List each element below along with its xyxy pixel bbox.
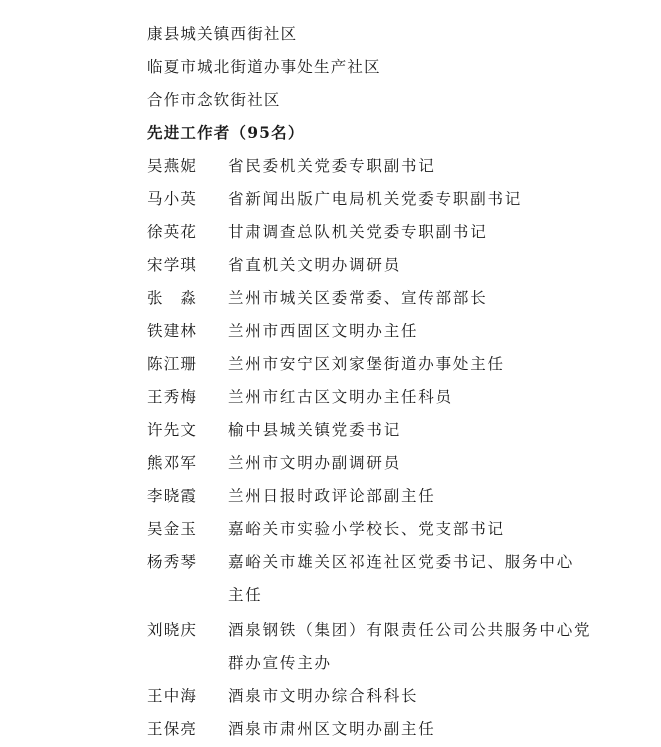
worker-title-continuation: 群办宣传主办 bbox=[228, 654, 332, 672]
worker-title: 兰州市城关区委常委、宣传部部长 bbox=[228, 289, 488, 307]
worker-name: 马小英 bbox=[147, 190, 198, 208]
worker-title: 省民委机关党委专职副书记 bbox=[228, 157, 436, 175]
worker-title: 酒泉市肃州区文明办副主任 bbox=[228, 720, 436, 738]
worker-name: 熊邓军 bbox=[147, 454, 198, 472]
worker-name: 张 淼 bbox=[147, 289, 198, 307]
worker-name: 杨秀琴 bbox=[147, 553, 198, 571]
worker-title: 省新闻出版广电局机关党委专职副书记 bbox=[228, 190, 523, 208]
worker-title: 酒泉钢铁（集团）有限责任公司公共服务中心党 bbox=[228, 621, 592, 639]
worker-title: 嘉峪关市雄关区祁连社区党委书记、服务中心 bbox=[228, 553, 575, 571]
worker-title: 兰州市红古区文明办主任科员 bbox=[228, 388, 453, 406]
worker-title-continuation: 主任 bbox=[228, 586, 263, 604]
worker-title: 甘肃调查总队机关党委专职副书记 bbox=[228, 223, 488, 241]
worker-title: 嘉峪关市实验小学校长、党支部书记 bbox=[228, 520, 505, 538]
worker-name: 刘晓庆 bbox=[147, 621, 198, 639]
worker-name: 徐英花 bbox=[147, 223, 198, 241]
worker-name: 王保亮 bbox=[147, 720, 198, 738]
worker-title: 兰州日报时政评论部副主任 bbox=[228, 487, 436, 505]
community-line: 康县城关镇西街社区 bbox=[147, 25, 298, 43]
worker-title: 省直机关文明办调研员 bbox=[228, 256, 402, 274]
worker-name: 吴金玉 bbox=[147, 520, 198, 538]
worker-name: 李晓霞 bbox=[147, 487, 198, 505]
community-line: 临夏市城北街道办事处生产社区 bbox=[147, 58, 381, 76]
worker-name: 陈江珊 bbox=[147, 355, 198, 373]
worker-name: 宋学琪 bbox=[147, 256, 198, 274]
worker-title: 兰州市西固区文明办主任 bbox=[228, 322, 419, 340]
worker-title: 榆中县城关镇党委书记 bbox=[228, 421, 402, 439]
worker-name: 吴燕妮 bbox=[147, 157, 198, 175]
worker-name: 许先文 bbox=[147, 421, 198, 439]
worker-title: 兰州市文明办副调研员 bbox=[228, 454, 402, 472]
section-heading: 先进工作者（95名） bbox=[147, 123, 305, 142]
worker-name: 铁建林 bbox=[147, 322, 198, 340]
worker-name: 王中海 bbox=[147, 687, 198, 705]
worker-title: 酒泉市文明办综合科科长 bbox=[228, 687, 419, 705]
worker-name: 王秀梅 bbox=[147, 388, 198, 406]
community-line: 合作市念钦街社区 bbox=[147, 91, 281, 109]
worker-title: 兰州市安宁区刘家堡街道办事处主任 bbox=[228, 355, 505, 373]
